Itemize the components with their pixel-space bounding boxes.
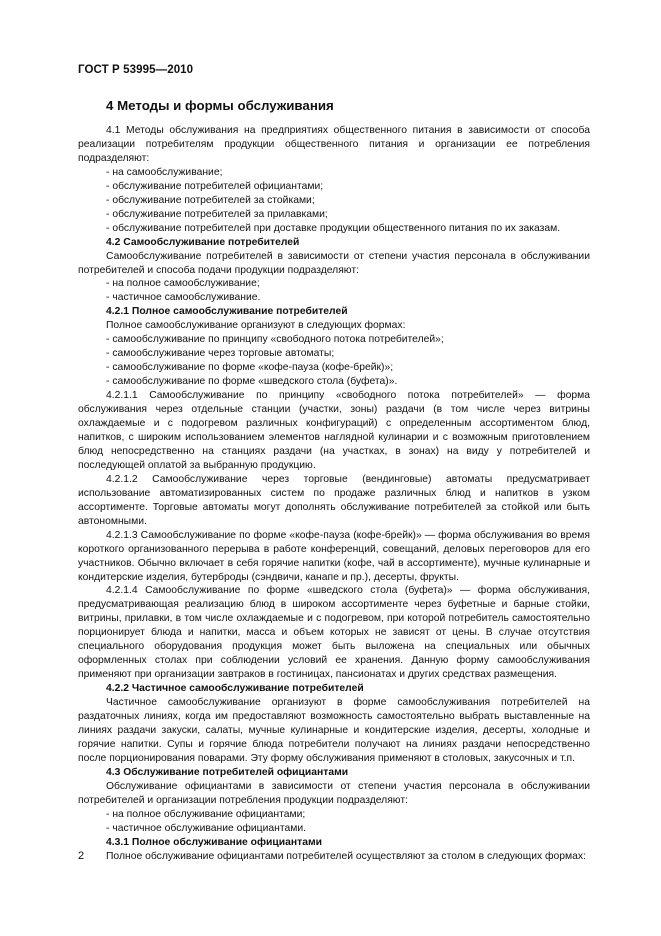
list-item: - частичное обслуживание официантами.: [106, 822, 306, 834]
list-item: - обслуживание потребителей при доставке продукции общественного питания по их заказам.: [106, 222, 561, 234]
list-item: - обслуживание потребителей официантами;: [106, 180, 324, 192]
heading-4-3-1: 4.3.1 Полное обслуживание официантами: [106, 836, 322, 848]
list-item: - самообслуживание по форме «кофе-пауза (кофе-брейк)»;: [106, 362, 394, 374]
heading-4-3: 4.3 Обслуживание потребителей официантами: [106, 766, 349, 778]
list-item: - на полное обслуживание официантами;: [106, 808, 306, 820]
section-title: 4 Методы и формы обслуживания: [106, 98, 334, 113]
page-number: 2: [78, 850, 85, 862]
paragraph-4-2-1-2: 4.2.1.2 Самообслуживание через торговые (вендинговые) автоматы предусматривает использование автоматизированных систем по продаже различных блюд и напитков в узком ассортименте. Торговые автоматы могут дополнять обслуживание потребителей за стойкой или быть автономными.: [78, 473, 590, 527]
paragraph-4-2-1-1: 4.2.1.1 Самообслуживание по принципу «свободного потока потребителей» — форма обслуживания через отдельные станции (участки, зоны) раздачи (в том числе через витрины охлаждаемые и с подогревом различных конфигураций) с определенным ассортиментом блюд, напитков, с широким использованием элементов наглядной кулинарии и с возможным приготовлением блюд непосредственно на станциях раздачи (на участках, в зонах) на виду у потребителей и последующей оплатой за выбранную продукцию.: [78, 390, 590, 471]
paragraph-4-3-1: Полное обслуживание официантами потребителей осуществляют за столом в следующих формах:: [106, 850, 586, 862]
list-item: - самообслуживание по форме «шведского стола (буфета)».: [106, 376, 398, 388]
document-body: [78, 98, 590, 864]
list-item: - обслуживание потребителей за стойками;: [106, 194, 315, 206]
paragraph-4-2-1-4: 4.2.1.4 Самообслуживание по форме «шведского стола (буфета)» — форма обслуживания, предусматривающая реализацию блюд в широком ассортименте через буфетные и барные стойки, витрины, прилавки, в том числе охлаждаемые и с подогревом, при которой потребитель самостоятельно порционирует блюда и напитки, масса и объем которых не зависят от цены. В случае отсутствия специального оборудования продукция может быть выложена на специальных или обычных оформленных столах при соблюдении условий ее хранения. Данную форму самообслуживания применяют при организации завтраков в гостиницах, пансионатах и других средствах размещения.: [78, 585, 590, 681]
list-item: - самообслуживание по принципу «свободного потока потребителей»;: [106, 334, 444, 346]
list-item: - самообслуживание через торговые автоматы;: [106, 348, 335, 360]
paragraph-4-1: 4.1 Методы обслуживания на предприятиях общественного питания в зависимости от способа реализации потребителям продукции общественного питания и организации ее потребления подразделяют:: [78, 125, 590, 164]
list-item: - частичное самообслуживание.: [106, 292, 261, 304]
list-item: - на полное самообслуживание;: [106, 278, 260, 290]
paragraph-4-2-2: Частичное самообслуживание организуют в форме самообслуживания потребителей на раздаточных линиях, когда им предоставляют возможность самостоятельно выбрать выставленные на линиях раздачи закуски, салаты, мучные кулинарные и кондитерские изделия, десерты, холодные и горячие напитки. Супы и горячие блюда потребители получают на линиях раздачи непосредственно после порционирования поварами. Эту форму обслуживания применяют в столовых, закусочных и т.п.: [78, 697, 590, 764]
list-item: - обслуживание потребителей за прилавками;: [106, 208, 328, 220]
heading-4-2-2: 4.2.2 Частичное самообслуживание потребителей: [106, 683, 364, 695]
heading-4-2: 4.2 Самообслуживание потребителей: [106, 236, 300, 248]
paragraph-4-3: Обслуживание официантами в зависимости от степени участия персонала в обслуживании потребителей и организации потребления продукции подразделяют:: [78, 780, 590, 806]
document-code: ГОСТ Р 53995—2010: [78, 64, 194, 76]
paragraph-4-2-1: Полное самообслуживание организуют в следующих формах:: [106, 320, 406, 332]
paragraph-4-2: Самообслуживание потребителей в зависимости от степени участия персонала в обслуживании потребителей и способа подачи продукции подразделяют:: [78, 250, 590, 276]
heading-4-2-1: 4.2.1 Полное самообслуживание потребителей: [106, 306, 348, 318]
list-item: - на самообслуживание;: [106, 166, 223, 178]
paragraph-4-2-1-3: 4.2.1.3 Самообслуживание по форме «кофе-пауза (кофе-брейк)» — форма обслуживания во время короткого организованного перерыва в работе конференций, совещаний, деловых переговоров для его участников. Обычно включает в себя горячие напитки (кофе, чай в ассортименте), мучные кулинарные и кондитерские изделия, бутерброды (сэндвичи, канапе и пр.), десерты, фрукты.: [78, 529, 590, 583]
